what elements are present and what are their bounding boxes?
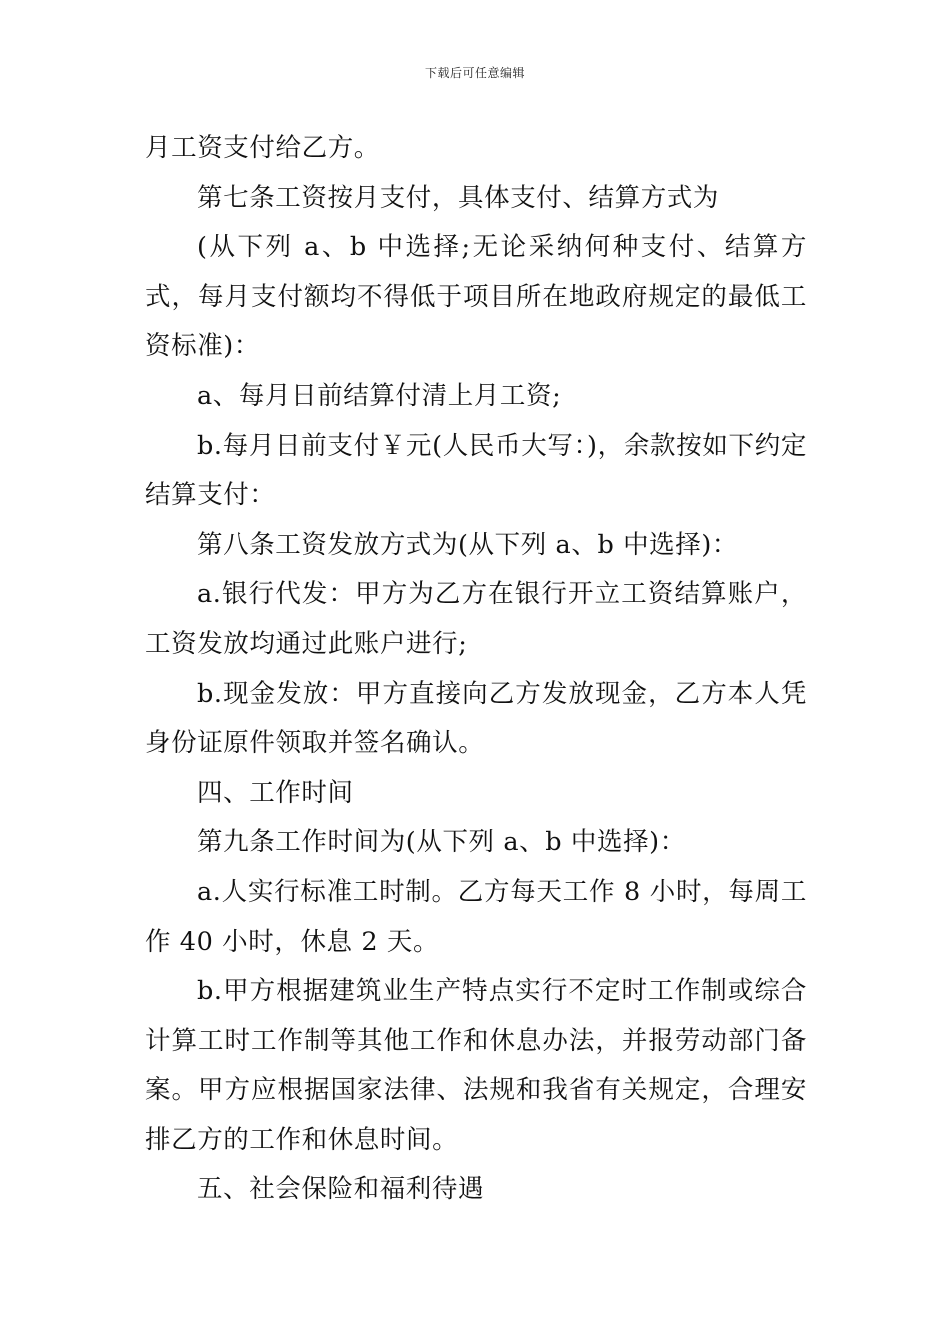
section-heading: 四、工作时间 xyxy=(197,777,354,808)
paragraph: 第九条工作时间为(从下列 a、b 中选择)： xyxy=(197,827,686,858)
paragraph: a、每月日前结算付清上月工资; xyxy=(197,380,562,411)
paragraph: b.甲方根据建筑业生产特点实行不定时工作制或综合计算工时工作制等其他工作和休息办法，并报劳动部门备案。甲方应根据国家法律、法规和我省有关规定，合理安排乙方的工作和休息时间。 xyxy=(145,976,807,1155)
paragraph: a.人实行标准工时制。乙方每天工作 8 小时，每周工作 40 小时，休息 2 天。 xyxy=(145,876,807,957)
paragraph: b.现金发放：甲方直接向乙方发放现金，乙方本人凭身份证原件领取并签名确认。 xyxy=(145,678,807,759)
paragraph: (从下列 a、b 中选择;无论采纳何种支付、结算方式，每月支付额均不得低于项目所在地政府规定的最低工资标准)： xyxy=(145,232,807,362)
page-header-note: 下载后可任意编辑 xyxy=(424,66,525,80)
section-heading: 五、社会保险和福利待遇 xyxy=(197,1174,485,1205)
paragraph: 第七条工资按月支付，具体支付、结算方式为 xyxy=(197,182,720,213)
paragraph: 第八条工资发放方式为(从下列 a、b 中选择)： xyxy=(197,529,739,560)
paragraph: a.银行代发：甲方为乙方在银行开立工资结算账户，工资发放均通过此账户进行; xyxy=(145,579,807,659)
document-body xyxy=(145,124,807,1215)
paragraph: b.每月日前支付￥元(人民币大写：)，余款按如下约定结算支付： xyxy=(145,430,807,511)
paragraph: 月工资支付给乙方。 xyxy=(145,133,380,163)
